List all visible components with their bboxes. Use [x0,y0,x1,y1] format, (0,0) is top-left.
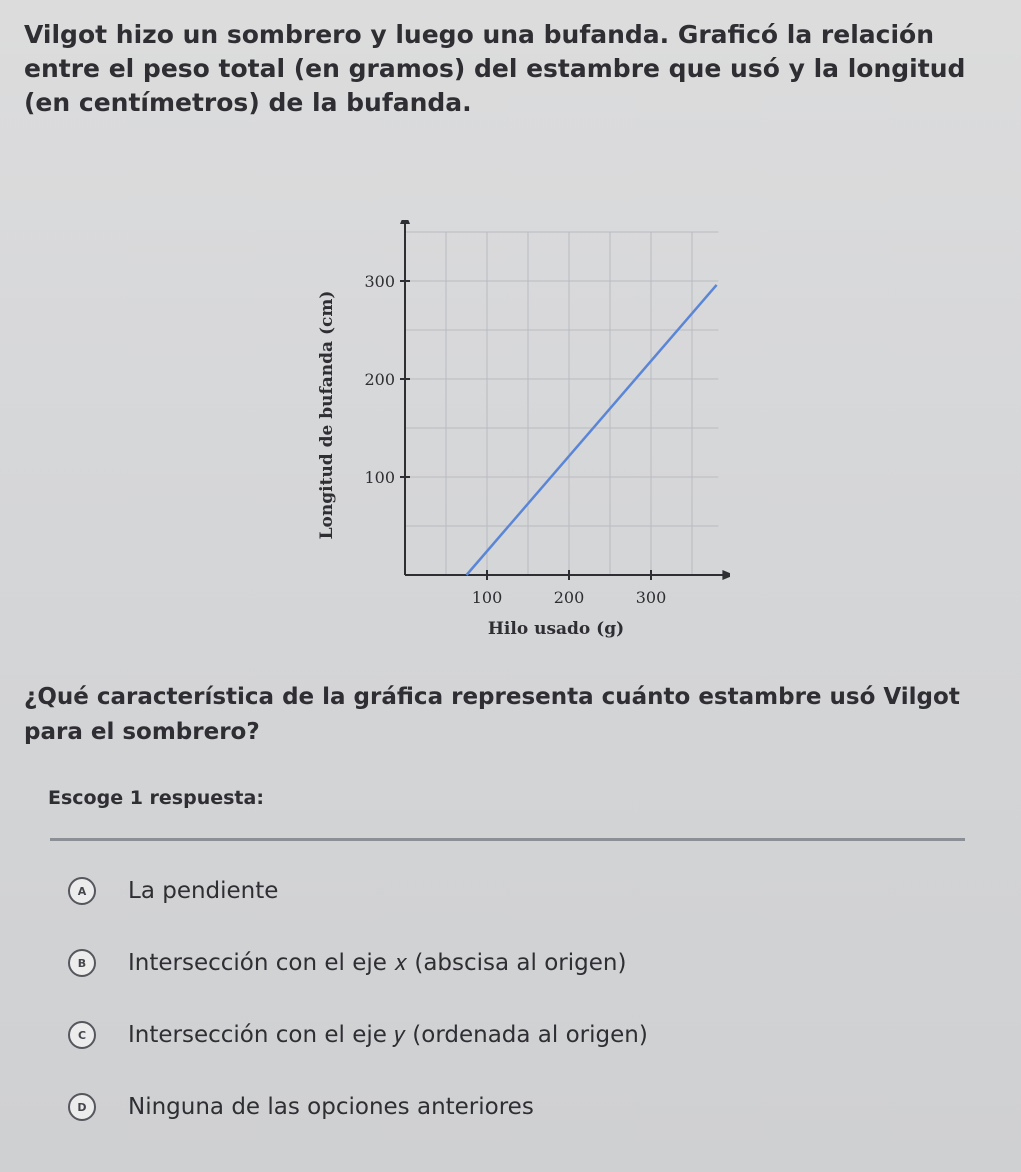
option-c-text: Intersección con el eje 𝑦 (ordenada al origen) [128,1022,648,1048]
option-d-badge[interactable]: D [68,1093,96,1121]
answer-options [68,855,648,1143]
x-tick-label: 200 [553,588,585,607]
x-tick-label: 100 [471,588,503,607]
option-b[interactable] [68,927,648,999]
option-a[interactable] [68,855,648,927]
answer-instruction: Escoge 1 respuesta: [48,787,264,809]
divider [50,838,965,841]
option-d-text: Ninguna de las opciones anteriores [128,1094,534,1120]
y-tick-label: 200 [364,370,395,389]
y-tick-label: 300 [364,272,395,291]
y-tick-label: 100 [364,468,395,487]
x-tick-label: 300 [635,588,667,607]
series-line [467,285,717,575]
line-chart [300,220,730,650]
y-axis-arrow [400,220,410,224]
option-b-badge[interactable]: B [68,949,96,977]
chart-ticks [364,272,666,607]
question-text: ¿Qué característica de la gráfica representa cuánto estambre usó Vilgot para el sombrero? [24,684,960,745]
chart-grid [405,232,718,575]
option-c-badge[interactable]: C [68,1021,96,1049]
option-d[interactable] [68,1071,648,1143]
chart-svg [300,220,730,650]
option-a-badge[interactable]: A [68,877,96,905]
option-a-text: La pendiente [128,878,279,904]
option-b-text: Intersección con el eje 𝑥 (abscisa al origen) [128,950,627,976]
chart-series [467,285,717,575]
x-axis-label: Hilo usado (g) [487,619,625,639]
problem-prompt: Vilgot hizo un sombrero y luego una bufanda. Graficó la relación entre el peso total (en gramos) del estambre que usó y la longitud (en centímetros) de la bufanda. [24,20,966,117]
x-axis-arrow [722,570,730,580]
option-c[interactable] [68,999,648,1071]
y-axis-label: Longitud de bufanda (cm) [317,290,337,540]
